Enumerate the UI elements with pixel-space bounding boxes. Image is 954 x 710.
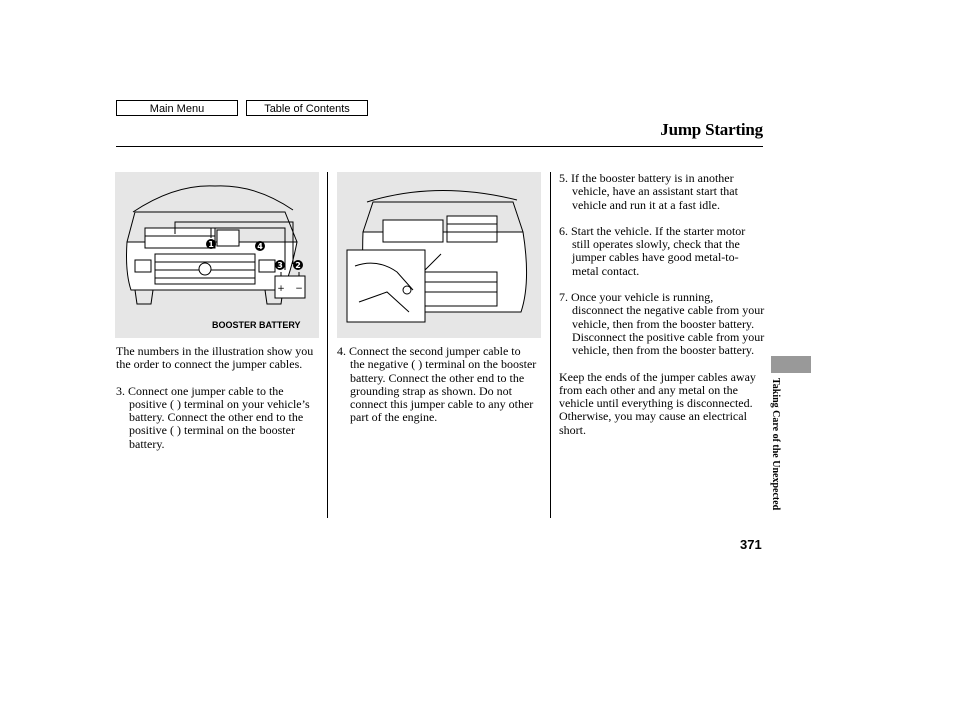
step-6: 6. Start the vehicle. If the starter motor still operates slowly, check that the jumper cables have good metal-to-metal contact. (559, 223, 746, 278)
callout-3: 3 (277, 261, 283, 270)
main-menu-button[interactable]: Main Menu (116, 100, 238, 116)
section-label: Taking Care of the Unexpected (770, 378, 781, 511)
column-2 (337, 345, 537, 438)
step-3: 3. Connect one jumper cable to the positive ( ) terminal on your vehicle’s battery. Connect the other end to the positive ( ) terminal on the booster battery. (116, 383, 310, 451)
engine-bay-illustration (115, 172, 319, 338)
column-3 (559, 172, 765, 450)
column-divider-1 (327, 172, 328, 518)
header-rule (116, 146, 763, 147)
jump-start-figure-2 (337, 172, 541, 338)
intro-paragraph: The numbers in the illustration show you the order to connect the jumper cables. (116, 344, 314, 372)
jump-start-figure-1 (115, 172, 319, 338)
svg-text:+: + (277, 284, 285, 294)
grounding-strap-illustration (337, 172, 541, 338)
step-7: 7. Once your vehicle is running, disconnect the negative cable from your vehicle, then from the booster battery. Disconnect the positive cable from your vehicle, then from the booster battery. (559, 290, 765, 358)
table-of-contents-button[interactable]: Table of Contents (246, 100, 368, 116)
callout-2: 2 (295, 261, 301, 270)
booster-battery-label: BOOSTER BATTERY (212, 320, 301, 330)
page-title: Jump Starting (660, 120, 763, 139)
column-divider-2 (550, 172, 551, 518)
callout-1: 1 (208, 240, 214, 249)
callout-4: 4 (257, 242, 263, 251)
section-tab (771, 356, 811, 373)
step-4: 4. Connect the second jumper cable to the negative ( ) terminal on the booster battery. Connect the other end to the grounding strap as shown. Do not connect this jumper cable to any other part of the engine. (337, 344, 537, 425)
caution-paragraph: Keep the ends of the jumper cables away from each other and any metal on the vehicle until everything is disconnected. Otherwise, you may cause an electrical short. (559, 369, 756, 437)
column-1 (116, 345, 320, 464)
step-5: 5. If the booster battery is in another vehicle, have an assistant start that vehicle and run it at a fast idle. (559, 171, 738, 212)
page-number: 371 (740, 537, 762, 552)
svg-text:−: − (295, 284, 303, 294)
